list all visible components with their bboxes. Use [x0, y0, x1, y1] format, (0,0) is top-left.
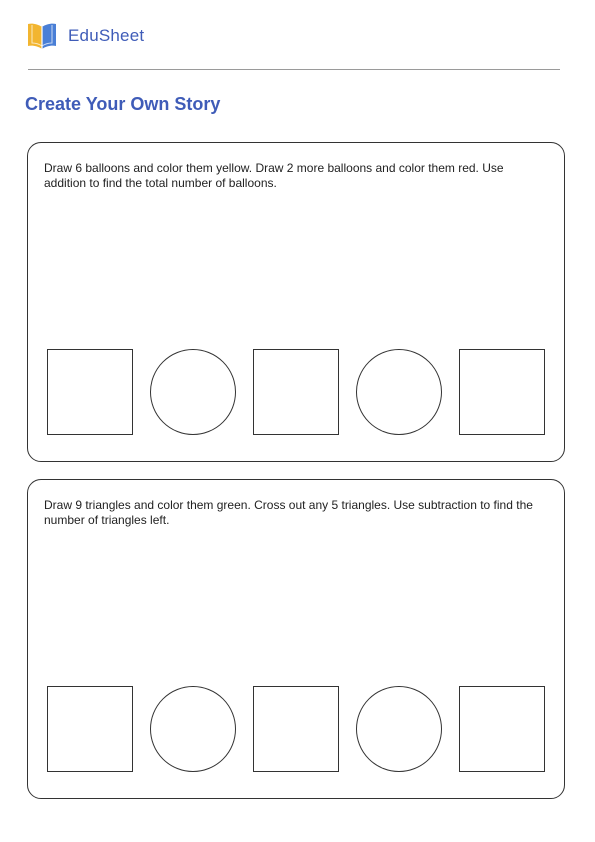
brand-name: EduSheet [68, 26, 145, 45]
answer-box-circle[interactable] [356, 349, 442, 435]
answer-box-circle[interactable] [150, 686, 236, 772]
answer-box-circle[interactable] [356, 686, 442, 772]
open-book-icon [26, 21, 58, 51]
answer-box-circle[interactable] [150, 349, 236, 435]
exercise-card-2 [27, 479, 565, 799]
exercise-prompt: Draw 9 triangles and color them green. Cross out any 5 triangles. Use subtraction to find the number of triangles left. [44, 498, 533, 527]
page-title: Create Your Own Story [25, 94, 221, 114]
exercise-prompt: Draw 6 balloons and color them yellow. Draw 2 more balloons and color them red. Use addition to find the total number of balloons. [44, 161, 504, 190]
answer-box-square[interactable] [47, 349, 133, 435]
answer-box-square[interactable] [47, 686, 133, 772]
answer-box-square[interactable] [253, 349, 339, 435]
exercise-card-1 [27, 142, 565, 462]
header [26, 20, 144, 52]
answer-box-square[interactable] [459, 349, 545, 435]
answer-box-square[interactable] [253, 686, 339, 772]
answer-box-square[interactable] [459, 686, 545, 772]
header-divider [28, 69, 560, 70]
